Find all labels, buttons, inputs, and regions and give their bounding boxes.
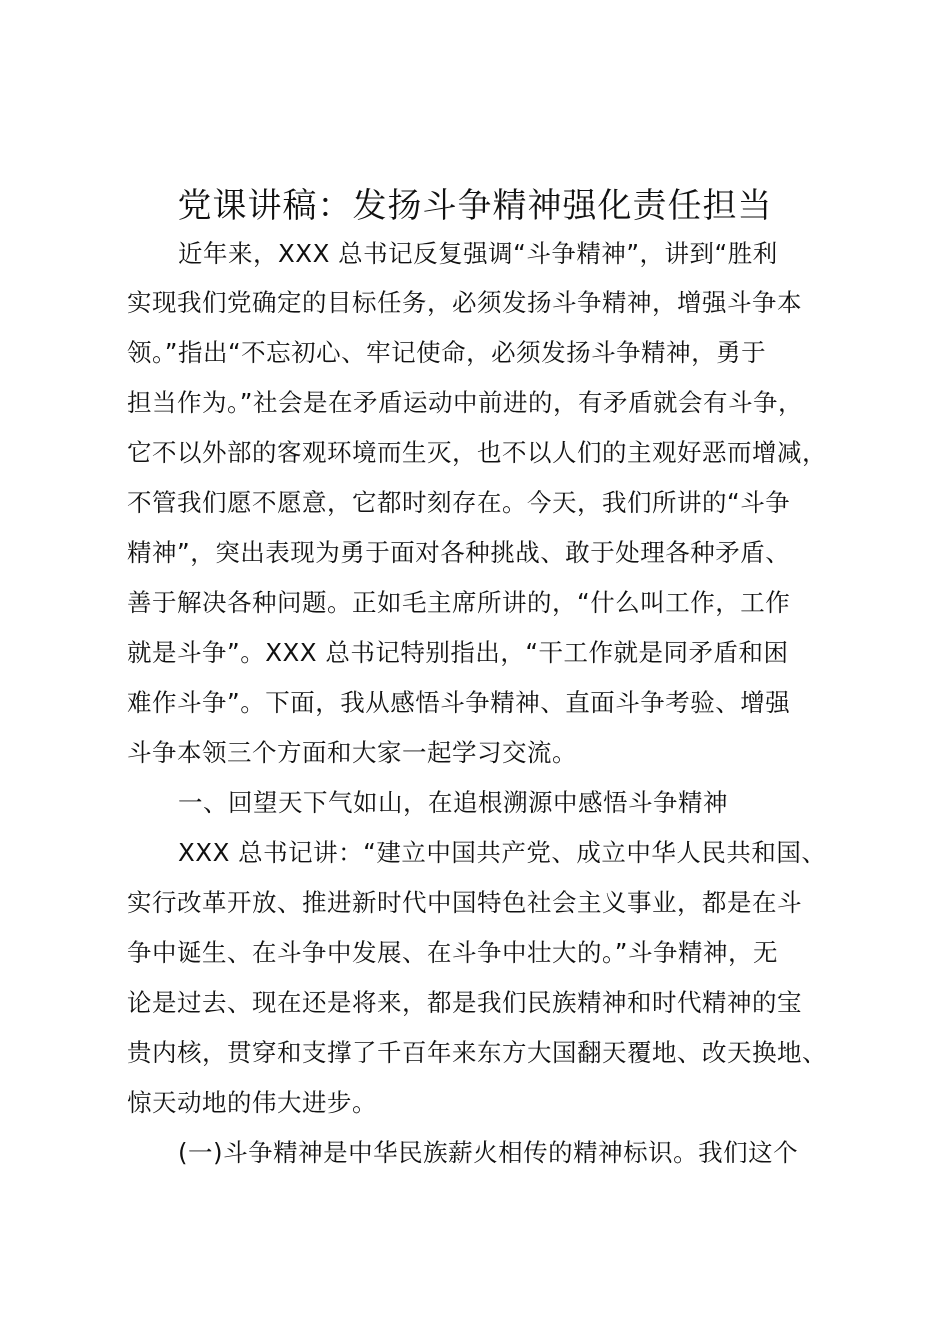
- paragraph-line: 担当作为。”社会是在矛盾运动中前进的，有矛盾就会有斗争，: [127, 388, 803, 417]
- section-heading: 一、回望天下气如山，在追根溯源中感悟斗争精神: [178, 788, 728, 817]
- paragraph-line: XXX 总书记讲：“建立中国共产党、成立中华人民共和国、: [178, 838, 827, 867]
- paragraph-line: 斗争本领三个方面和大家一起学习交流。: [127, 738, 577, 767]
- paragraph-line: 领。”指出“不忘初心、牢记使命，必须发扬斗争精神，勇于: [127, 338, 767, 367]
- paragraph-line: 难作斗争”。下面，我从感悟斗争精神、直面斗争考验、增强: [127, 688, 791, 717]
- paragraph-line: 善于解决各种问题。正如毛主席所讲的，“什么叫工作，工作: [127, 588, 791, 617]
- paragraph-line: 实行改革开放、推进新时代中国特色社会主义事业，都是在斗: [127, 888, 802, 917]
- document-title: 党课讲稿：发扬斗争精神强化责任担当: [177, 186, 773, 226]
- paragraph-line: 惊天动地的伟大进步。: [127, 1088, 377, 1117]
- paragraph-line: 近年来，XXX 总书记反复强调“斗争精神”，讲到“胜利: [178, 239, 778, 268]
- paragraph-line: 论是过去、现在还是将来，都是我们民族精神和时代精神的宝: [127, 988, 802, 1017]
- paragraph-line: 就是斗争”。XXX 总书记特别指出，“干工作就是同矛盾和困: [127, 638, 789, 667]
- paragraph-line: 争中诞生、在斗争中发展、在斗争中壮大的。”斗争精神，无: [127, 938, 778, 967]
- subsection-line: (一)斗争精神是中华民族薪火相传的精神标识。我们这个: [178, 1138, 799, 1167]
- paragraph-line: 实现我们党确定的目标任务，必须发扬斗争精神，增强斗争本: [127, 288, 802, 317]
- paragraph-line: 不管我们愿不愿意，它都时刻存在。今天，我们所讲的“斗争: [127, 488, 791, 517]
- paragraph-line: 精神”，突出表现为勇于面对各种挑战、敢于处理各种矛盾、: [127, 538, 791, 567]
- paragraph-line: 贵内核，贯穿和支撑了千百年来东方大国翻天覆地、改天换地、: [127, 1038, 827, 1067]
- paragraph-line: 它不以外部的客观环境而生灭，也不以人们的主观好恶而增减，: [127, 438, 827, 467]
